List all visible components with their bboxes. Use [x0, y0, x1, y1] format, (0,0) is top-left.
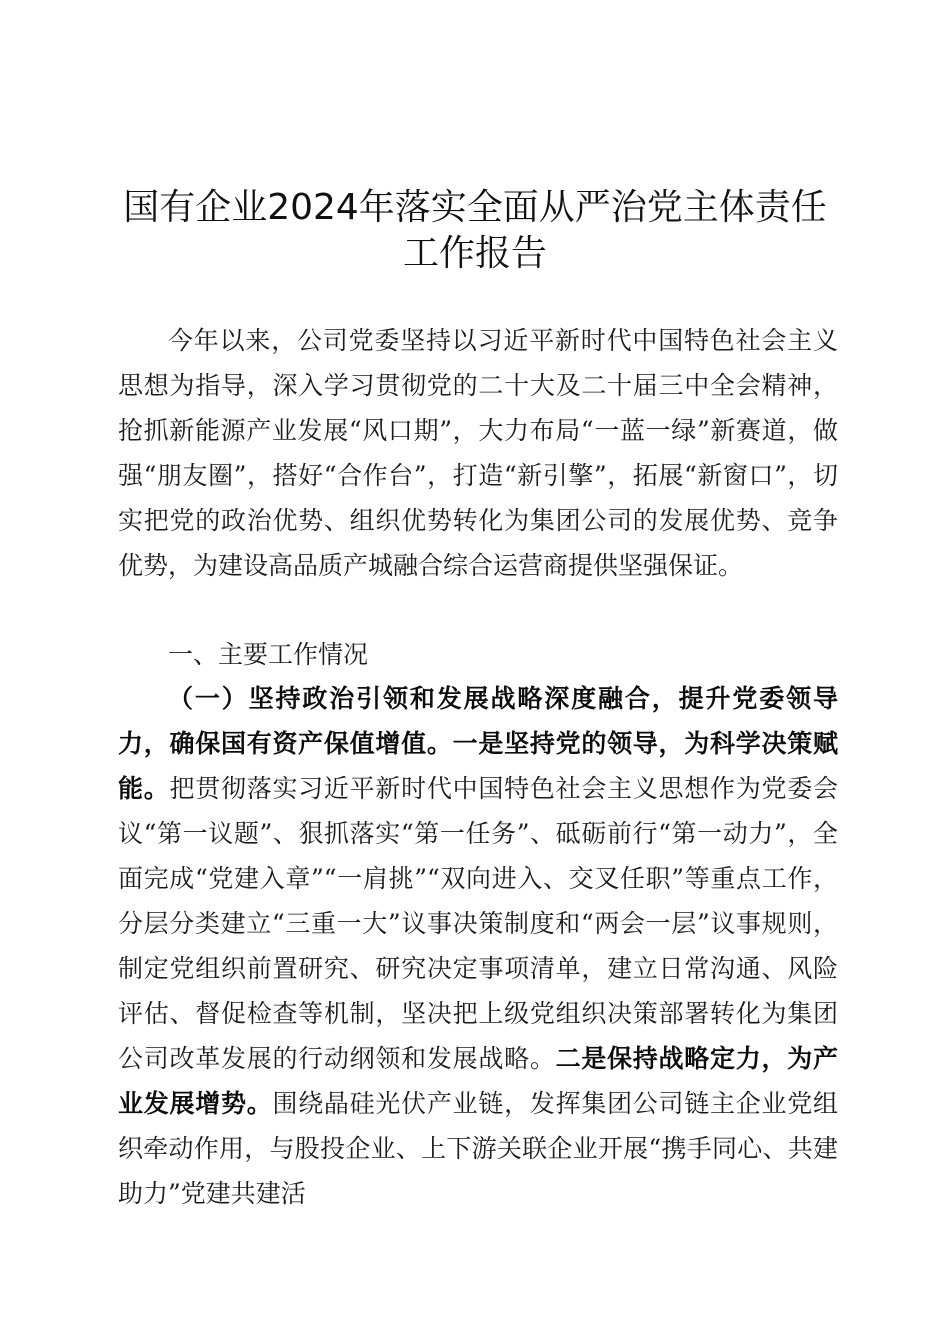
subsection-1-text-a: 把贯彻落实习近平新时代中国特色社会主义思想作为党委会议“第一议题”、狠抓落实“第一任务”、砥砺前行“第一动力”，全面完成“党建入章”“一肩挑”“双向进入、交叉任职”等重点工作，分层分类建立“三重一大”议事决策制度和“两会一层”议事规则，制定党组织前置研究、研究决定事项清单，建立日常沟通、风险评估、督促检查等机制，坚决把上级党组织决策部署转化为集团公司改革发展的行动纲领和发展战略。: [118, 774, 838, 1073]
subsection-1-bold-lead: （一）坚持政治引领和发展战略深度融合，提升党委领导力，确保国有资产保值增值。一是坚持党的领导，为科学决策赋能。: [118, 684, 838, 803]
intro-paragraph: 今年以来，公司党委坚持以习近平新时代中国特色社会主义思想为指导，深入学习贯彻党的二十大及二十届三中全会精神，抢抓新能源产业发展“风口期”，大力布局“一蓝一绿”新赛道，做强“朋友圈”，搭好“合作台”，打造“新引擎”，拓展“新窗口”，切实把党的政治优势、组织优势转化为集团公司的发展优势、竞争优势，为建设高品质产城融合综合运营商提供坚强保证。: [118, 326, 838, 580]
document-title-line2: 工作报告: [402, 233, 547, 274]
section-1-paragraph: [118, 676, 838, 1216]
subsection-1-bold-b: 二是保持战略定力，为产业发展增势。: [118, 1044, 838, 1118]
subsection-1-text-c: 围绕晶硅光伏产业链，发挥集团公司链主企业党组织牵动作用，与股投企业、上下游关联企业开展“携手同心、共建助力”党建共建活: [118, 1089, 838, 1208]
section-heading-main-work: 一、主要工作情况: [168, 640, 369, 669]
document-title-line1: 国有企业2024年落实全面从严治党主体责任: [123, 187, 827, 228]
